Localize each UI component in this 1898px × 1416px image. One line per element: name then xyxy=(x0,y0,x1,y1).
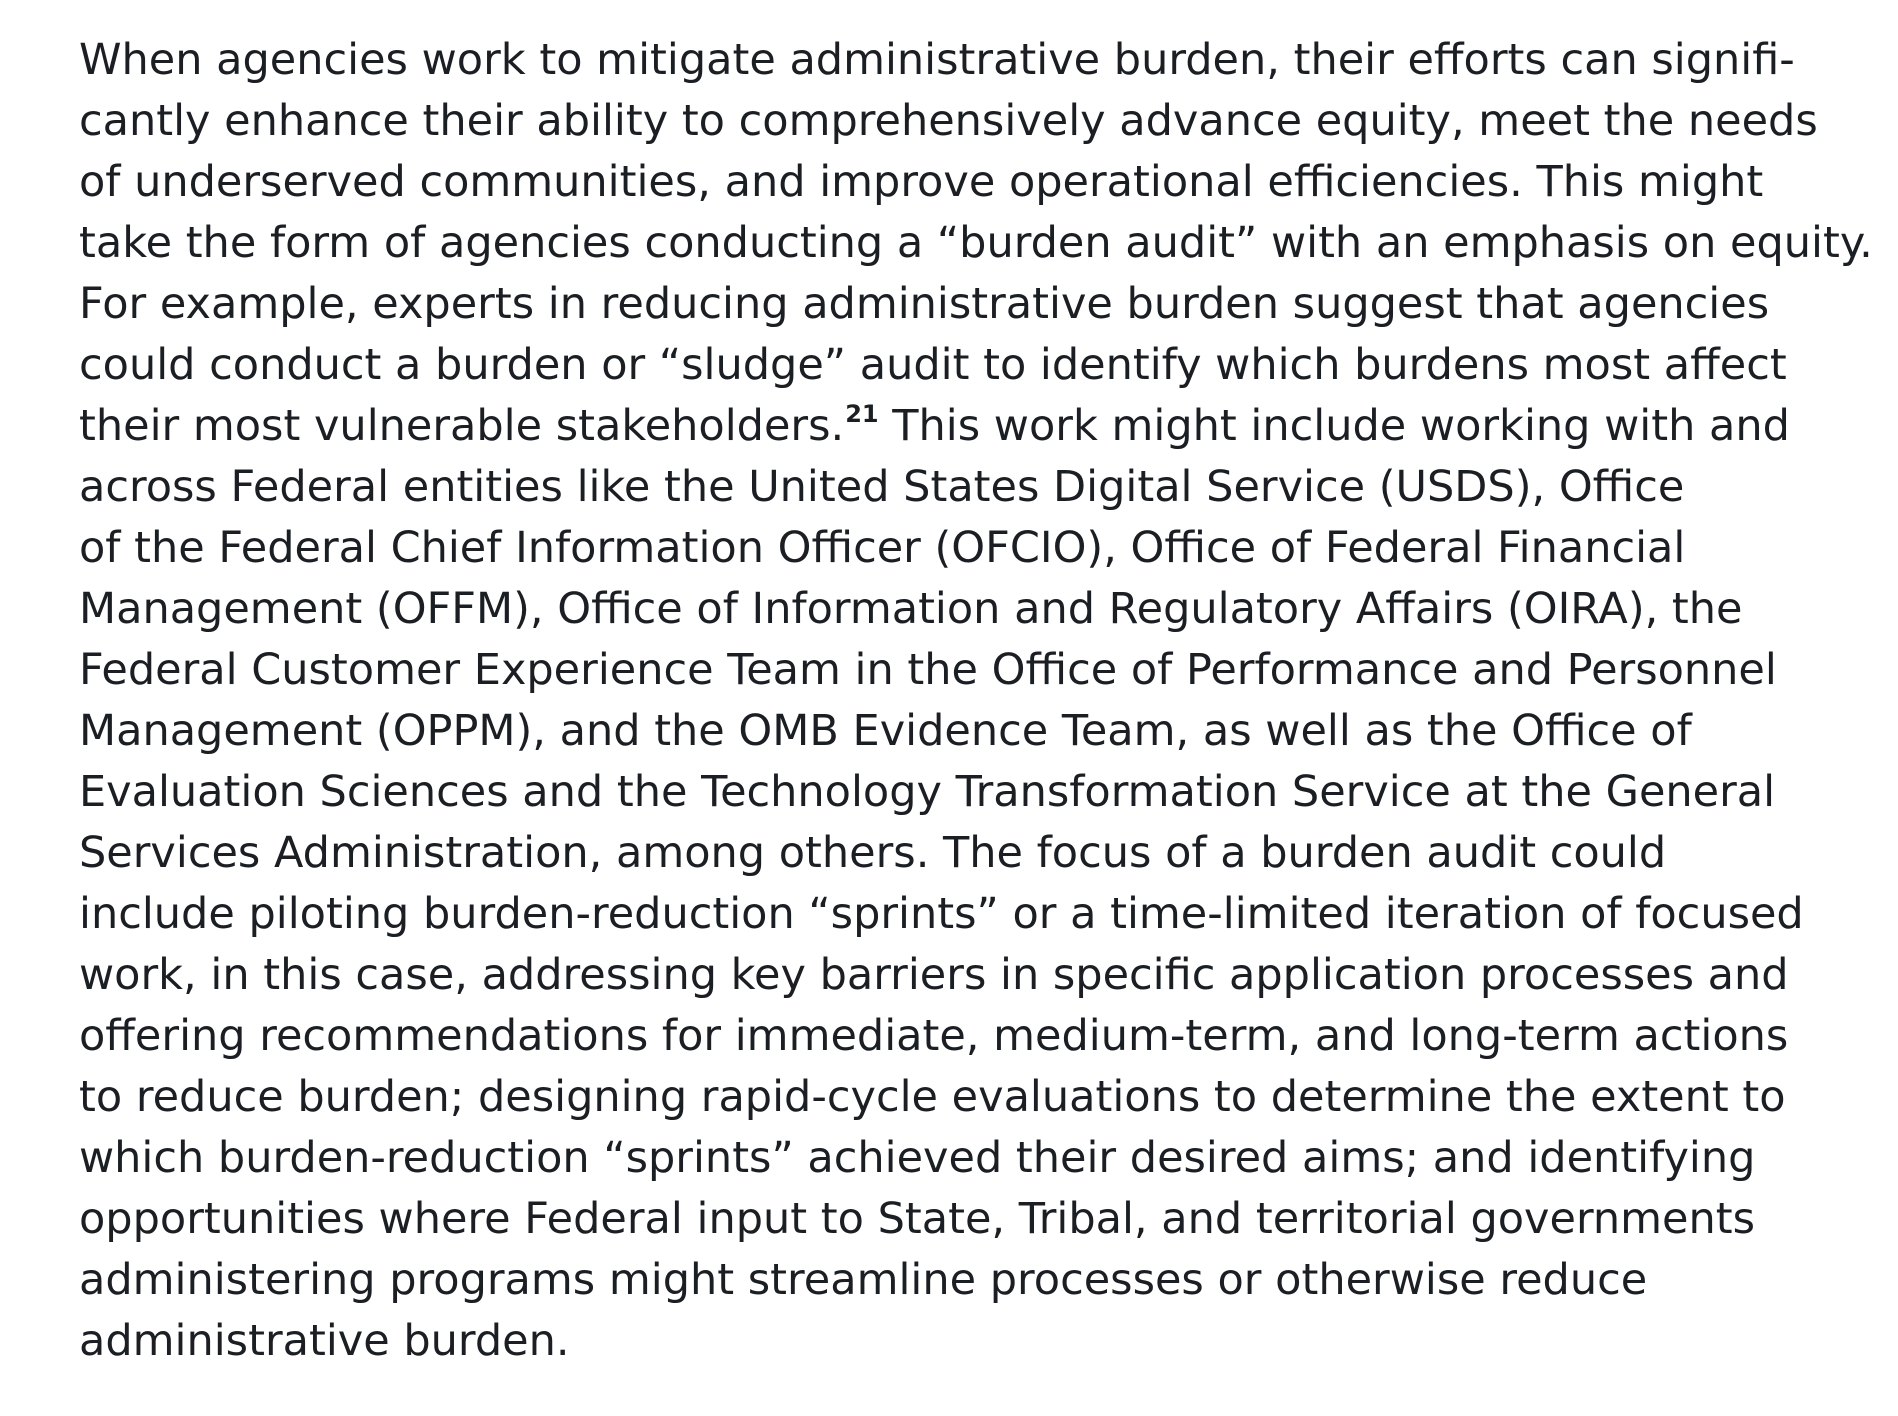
paragraph-line: of underserved communities, and improve operational efficiencies. This might xyxy=(79,157,1764,207)
paragraph-line: administrative burden. xyxy=(79,1316,570,1366)
paragraph-line: which burden-reduction “sprints” achieved their desired aims; and identifying xyxy=(79,1133,1756,1183)
body-paragraph xyxy=(79,30,1879,1372)
line-text-after-footnote: This work might include working with and xyxy=(878,401,1790,451)
footnote-reference[interactable]: 21 xyxy=(845,400,879,428)
paragraph-line xyxy=(79,396,1879,457)
paragraph-line: to reduce burden; designing rapid-cycle evaluations to determine the extent to xyxy=(79,1072,1786,1122)
paragraph-line: For example, experts in reducing administrative burden suggest that agencies xyxy=(79,279,1770,329)
paragraph-line: take the form of agencies conducting a “burden audit” with an emphasis on equity. xyxy=(79,218,1873,268)
paragraph-line: of the Federal Chief Information Officer (OFCIO), Office of Federal Financial xyxy=(79,523,1686,573)
paragraph-line: across Federal entities like the United States Digital Service (USDS), Office xyxy=(79,462,1685,512)
paragraph-line: opportunities where Federal input to State, Tribal, and territorial governments xyxy=(79,1194,1755,1244)
paragraph-line: administering programs might streamline processes or otherwise reduce xyxy=(79,1255,1648,1305)
line-text-before-footnote: their most vulnerable stakeholders. xyxy=(79,401,845,451)
paragraph-line: Federal Customer Experience Team in the Office of Performance and Personnel xyxy=(79,645,1777,695)
paragraph-line: Management (OPPM), and the OMB Evidence Team, as well as the Office of xyxy=(79,706,1692,756)
paragraph-line: include piloting burden-reduction “sprints” or a time-limited iteration of focused xyxy=(79,889,1804,939)
paragraph-line: cantly enhance their ability to comprehensively advance equity, meet the needs xyxy=(79,96,1818,146)
paragraph-line: Evaluation Sciences and the Technology Transformation Service at the General xyxy=(79,767,1776,817)
paragraph-line: When agencies work to mitigate administrative burden, their efforts can signifi- xyxy=(79,35,1795,85)
paragraph-line: offering recommendations for immediate, medium-term, and long-term actions xyxy=(79,1011,1789,1061)
paragraph-line: work, in this case, addressing key barriers in specific application processes and xyxy=(79,950,1789,1000)
paragraph-line: could conduct a burden or “sludge” audit to identify which burdens most affect xyxy=(79,340,1787,390)
paragraph-line: Management (OFFM), Office of Information and Regulatory Affairs (OIRA), the xyxy=(79,584,1743,634)
paragraph-line: Services Administration, among others. The focus of a burden audit could xyxy=(79,828,1667,878)
